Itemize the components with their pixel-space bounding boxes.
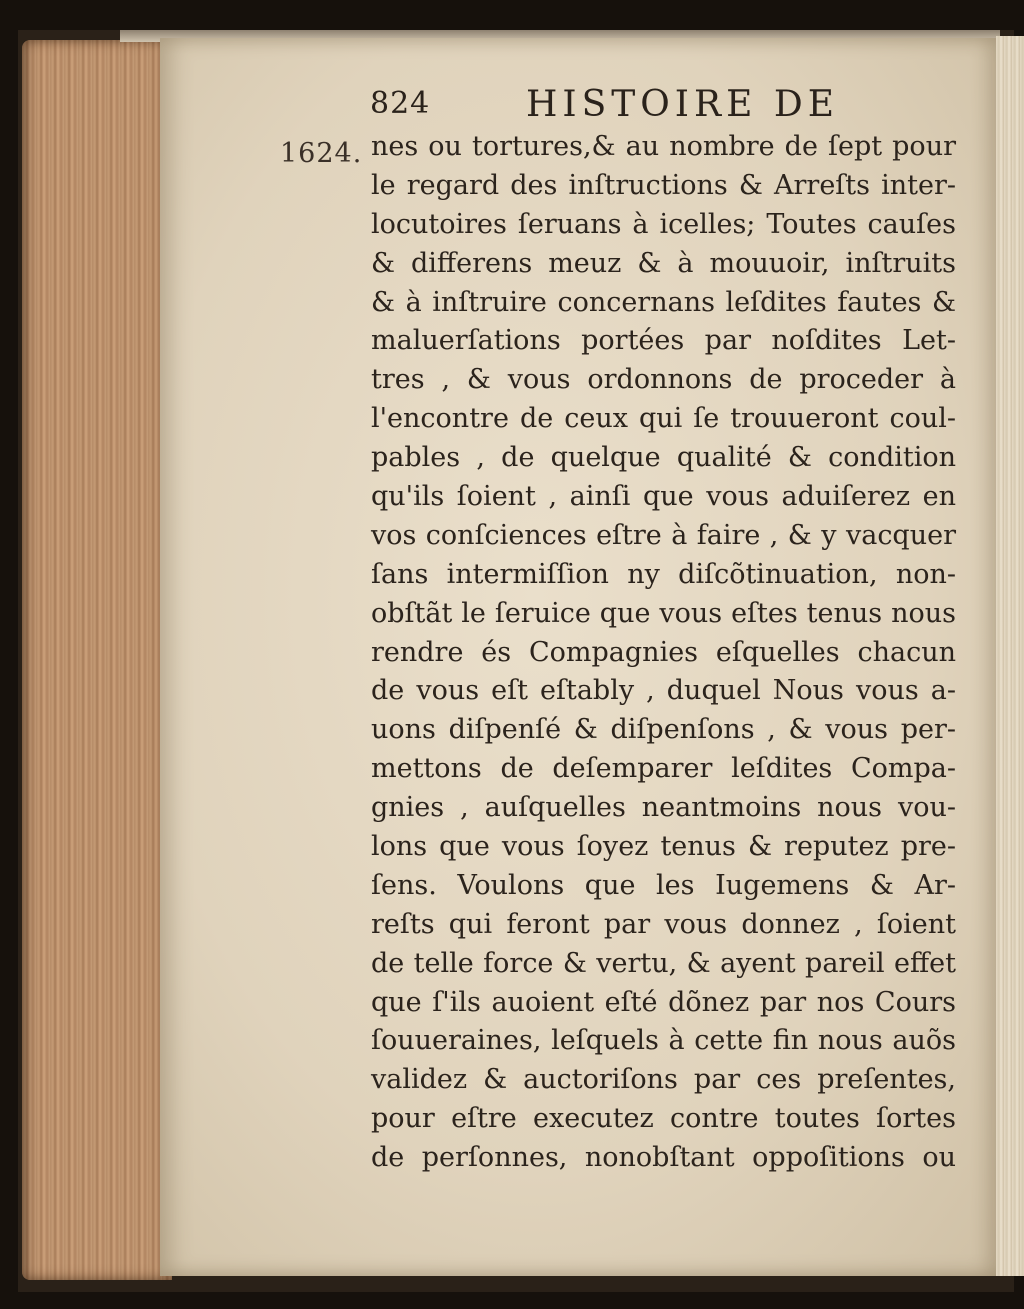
text-line: ſens. Voulons que les Iugemens & Ar- (371, 869, 956, 901)
page-number: 824 (370, 86, 431, 121)
text-line: vos conſciences eſtre à faire , & y vacquer (371, 519, 956, 551)
text-line: obſtãt le ſeruice que vous eſtes tenus nous (371, 597, 956, 629)
text-line: ſouueraines, leſquels à cette fin nous auõs (371, 1025, 956, 1057)
text-line: mettons de deſemparer leſdites Compa- (371, 753, 956, 785)
text-line: de telle force & vertu, & ayent pareil effet (371, 947, 956, 979)
text-line: rendre és Compagnies eſquelles chacun (371, 636, 956, 668)
text-line: le regard des inſtructions & Arreſts inter- (371, 169, 956, 201)
body-text (371, 128, 956, 1178)
text-line: pour eſtre executez contre toutes ſortes (371, 1103, 956, 1135)
text-line: & à inſtruire concernans leſdites fautes & (371, 286, 956, 318)
text-line: gnies , auſquelles neantmoins nous vou- (371, 792, 956, 824)
text-line: pables , de quelque qualité & condition (371, 442, 956, 474)
facing-page-edge (996, 36, 1024, 1276)
text-line: ſans intermiſſion ny diſcõtinuation, non- (371, 558, 956, 590)
running-title: HISTOIRE DE (526, 84, 839, 125)
running-head (0, 84, 1024, 130)
text-line: & differens meuz & à mouuoir, inſtruits (371, 247, 956, 279)
text-line: uons diſpenſé & diſpenſons , & vous per- (371, 714, 956, 746)
text-line: qu'ils ſoient , ainſi que vous aduiſerez en (371, 481, 956, 513)
text-line: maluerſations portées par noſdites Let- (371, 325, 956, 357)
text-line: l'encontre de ceux qui ſe trouueront coul- (371, 403, 956, 435)
text-line: reſts qui feront par vous donnez , ſoient (371, 908, 956, 940)
text-line: de vous eſt eſtably , duquel Nous vous a- (371, 675, 956, 707)
text-line: de perſonnes, nonobſtant oppoſitions ou (371, 1142, 956, 1174)
text-line: validez & auctoriſons par ces preſentes, (371, 1064, 956, 1096)
text-line: locutoires ſeruans à icelles; Toutes cauſes (371, 208, 956, 240)
text-line: lons que vous ſoyez tenus & reputez pre- (371, 831, 956, 863)
text-line: tres , & vous ordonnons de proceder à (371, 364, 956, 396)
text-line: que ſ'ils auoient eſté dõnez par nos Cours (371, 986, 956, 1018)
text-line: nes ou tortures,& au nombre de ſept pour (371, 131, 956, 162)
margin-note-year: 1624. (280, 138, 363, 169)
page-fore-edge (22, 40, 172, 1280)
